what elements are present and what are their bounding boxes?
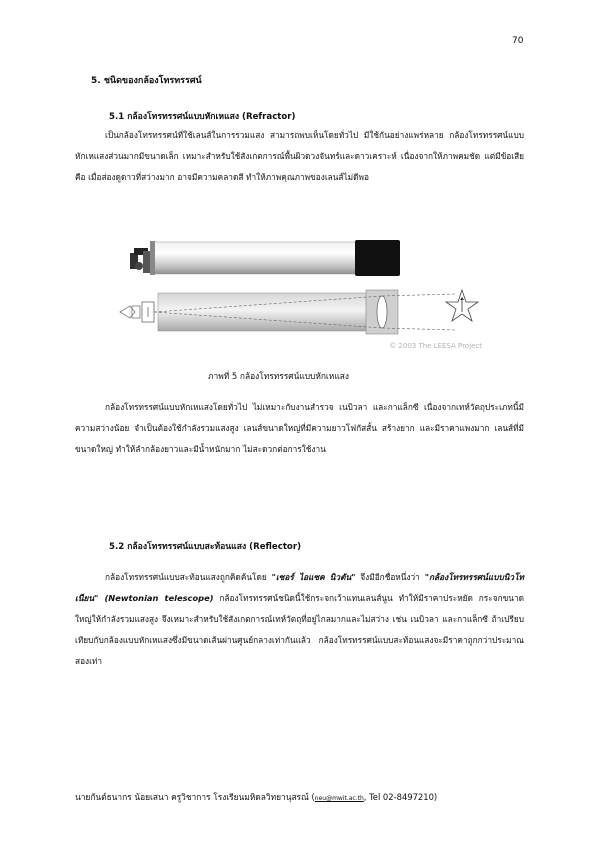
subsection-heading-refractor: 5.1 กล้องโทรทรรศน์แบบหักเหแสง (Refractor) [109, 112, 296, 122]
refractor-figure [110, 236, 490, 362]
paragraph-refractor-2-text: กล้องโทรทรรศน์แบบหักเหแสงโดยทั่วไป ไม่เหมาะกับงานสำรวจ เนบิวลา และกาแล็กซี เนื่องจากเทห์วัตถุประเภทนี้มีความสว่างน้อย จำเป็นต้องใช้กำลังรวมแสงสูง เลนส์ขนาดใหญ่ที่มีความยาวโฟกัสสั้น สร้างยาก และมีราคาแพงมาก เลนส์ที่มีขนาดใหญ่ ทำให้ลำกล้องยาวและมีน้ำหนักมาก ไม่สะดวกต่อการใช้งาน [75, 402, 524, 454]
footer-author: นายกันต์ธนากร น้อยเสนา ครูวิชาการ โรงเรียนมหิดลวิทยานุสรณ์ ( [75, 792, 315, 802]
telescope-cutaway [120, 290, 478, 334]
paragraph-refractor-text: เป็นกล้องโทรทรรศน์ที่ใช้เลนส์ในการรวมแสง สามารถพบเห็นโดยทั่วไป มีใช้กันอย่างแพร่หลาย กล้องโทรทรรศน์แบบหักเหแสงส่วนมากมีขนาดเล็ก เหมาะสำหรับใช้สังเกตการณ์พื้นผิวดวงจันทร์และดาวเคราะห์ เนื่องจากให้ภาพคมชัด แต่มีข้อเสียคือ เมื่อส่องดูดาวที่สว่างมาก อาจมีความคลาดสี ทำให้ภาพคุณภาพของเลนส์ไม่ดีพอ [75, 130, 524, 182]
figure-caption: ภาพที่ 5 กล้องโทรทรรศน์แบบหักเหแสง [208, 371, 349, 381]
page-number: 70 [512, 36, 524, 46]
section-heading: 5. ชนิดของกล้องโทรทรรศน์ [91, 76, 202, 86]
paragraph-refractor [75, 125, 524, 188]
figure-credit: © 2003 The LEESA Project [389, 342, 482, 350]
newtonian-name: "กล้องโทรทรรศน์แบบนิวโทเนียน" (Newtonian telescope) [75, 572, 524, 603]
footer-tel: , Tel 02-8497210) [363, 792, 438, 802]
subsection-heading-reflector: 5.2 กล้องโทรทรรศน์แบบสะท้อนแสง (Reflector) [109, 542, 301, 552]
footer-email-link[interactable]: neu@mwit.ac.th [314, 795, 364, 802]
footer [75, 790, 437, 804]
reflector-text-rest: กล้องโทรทรรศน์ชนิดนี้ใช้กระจกเว้าแทนเลนส์นูน ทำให้มีราคาประหยัด กระจกขนาดใหญ่ให้กำลังรวมแสงสูง จึงเหมาะสำหรับใช้สังเกตการณ์เทห์วัตถุที่อยู่ไกลมากและไม่สว่าง เช่น เนบิวลา และกาแล็กซี ถ้าเปรียบเทียบกับกล้องแบบหักเหแสงซึ่งมีขนาดเส้นผ่านศูนย์กลางเท่ากันแล้ว กล้องโทรทรรศน์แบบสะท้อนแสงจะมีราคาถูกกว่าประมาณสองเท่า [75, 593, 524, 666]
reflector-text-prefix: กล้องโทรทรรศน์แบบสะท้อนแสงถูกคิดค้นโดย [105, 572, 272, 582]
paragraph-reflector [75, 567, 524, 672]
inventor-name: "เซอร์ ไอแซค นิวตัน" [271, 572, 356, 582]
telescope-exterior [130, 240, 400, 276]
paragraph-refractor-2 [75, 397, 524, 460]
reflector-text-mid: จึงมีอีกชื่อหนึ่งว่า [355, 572, 425, 582]
